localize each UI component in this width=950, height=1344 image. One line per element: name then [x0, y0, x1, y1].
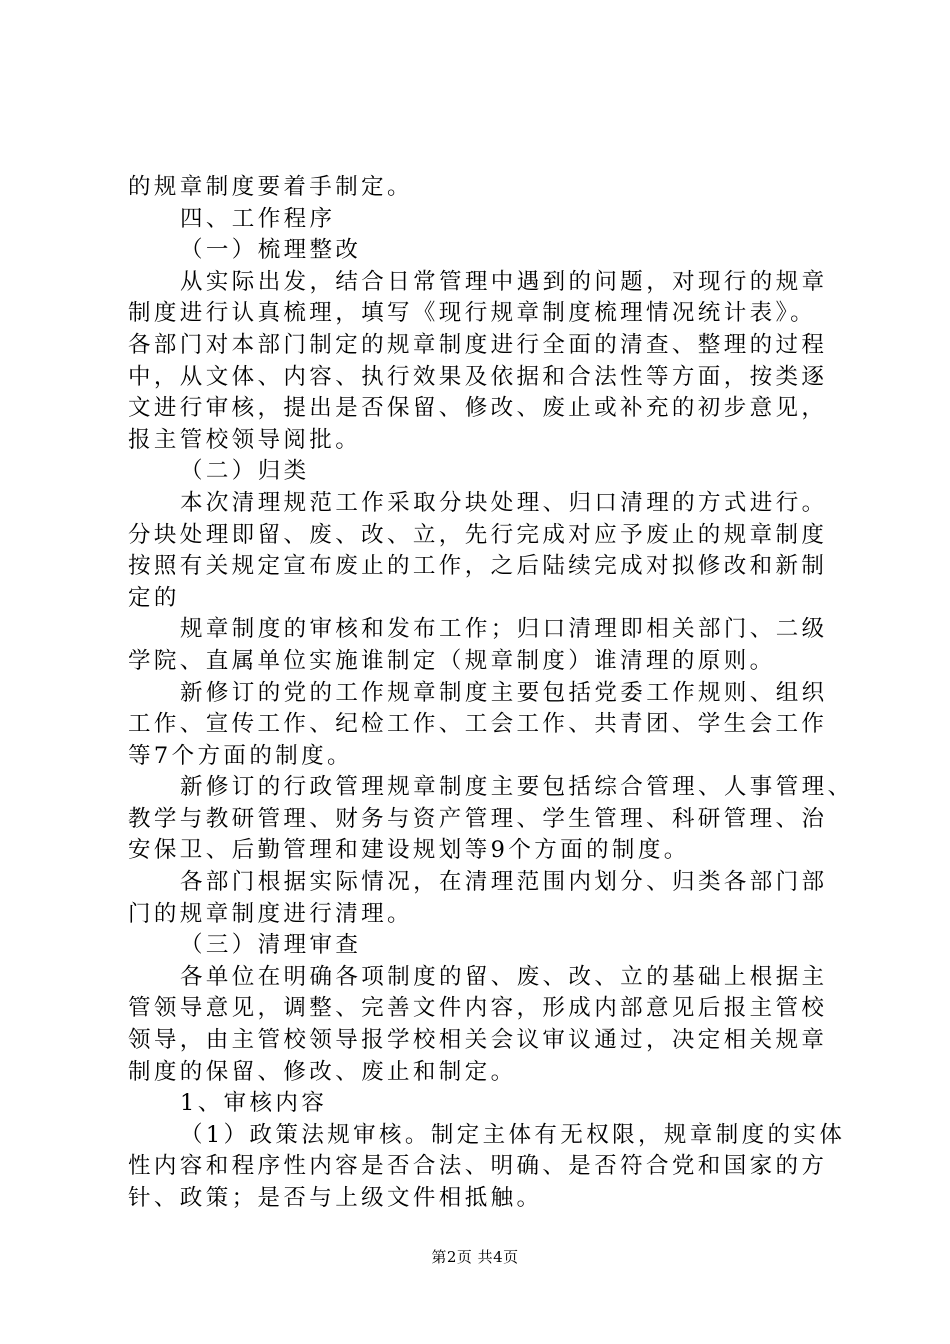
text-line: 从实际出发，结合日常管理中遇到的问题，对现行的规章 [180, 268, 828, 295]
text-line: 教学与教研管理、财务与资产管理、学生管理、科研管理、治 [128, 805, 828, 832]
section-heading: 四、工作程序 [180, 205, 336, 232]
text-line: 定的 [128, 584, 180, 611]
text-line: 的规章制度要着手制定。 [128, 174, 413, 200]
text-line: 中，从文体、内容、执行效果及依据和合法性等方面，按类逐 [128, 363, 828, 390]
text-line: 性内容和程序性内容是否合法、明确、是否符合党和国家的方 [128, 1153, 828, 1180]
text-line: 分块处理即留、废、改、立，先行完成对应予废止的规章制度 [128, 521, 828, 548]
text-line: 制度进行认真梳理，填写《现行规章制度梳理情况统计表》。 [128, 300, 817, 327]
document-body [128, 172, 854, 1215]
text-line: 各部门根据实际情况，在清理范围内划分、归类各部门部 [180, 869, 828, 896]
text-line: 等7个方面的制度。 [128, 742, 353, 769]
text-line: 新修订的行政管理规章制度主要包括综合管理、人事管理、 [180, 774, 854, 801]
text-line: 新修订的党的工作规章制度主要包括党委工作规则、组织 [180, 679, 828, 706]
text-line: 制度的保留、修改、废止和制定。 [128, 1058, 517, 1085]
page-number-footer: 第2页 共4页 [431, 1248, 519, 1266]
text-line: 文进行审核，提出是否保留、修改、废止或补充的初步意见， [128, 395, 828, 422]
text-line: 报主管校领导阅批。 [128, 426, 362, 453]
text-line: 安保卫、后勤管理和建设规划等9个方面的制度。 [128, 837, 690, 864]
subsection-heading: （一）梳理整改 [180, 237, 362, 264]
text-line: 本次清理规范工作采取分块处理、归口清理的方式进行。 [180, 489, 828, 516]
text-line: 管领导意见，调整、完善文件内容，形成内部意见后报主管校 [128, 995, 828, 1022]
text-line: 各单位在明确各项制度的留、废、改、立的基础上根据主 [180, 963, 828, 990]
text-line: 规章制度的审核和发布工作；归口清理即相关部门、二级 [180, 616, 828, 643]
text-line: 学院、直属单位实施谁制定（规章制度）谁清理的原则。 [128, 647, 776, 674]
text-line: 针、政策；是否与上级文件相抵触。 [128, 1185, 543, 1211]
subsection-heading: （二）归类 [180, 458, 310, 485]
item-heading: 1、审核内容 [180, 1090, 328, 1117]
text-line: 门的规章制度进行清理。 [128, 900, 413, 927]
text-line: 各部门对本部门制定的规章制度进行全面的清查、整理的过程 [128, 331, 828, 358]
subsection-heading: （三）清理审查 [180, 932, 362, 959]
text-line: 领导，由主管校领导报学校相关会议审议通过，决定相关规章 [128, 1027, 828, 1054]
text-line: 工作、宣传工作、纪检工作、工会工作、共青团、学生会工作 [128, 711, 828, 738]
text-line: 按照有关规定宣布废止的工作，之后陆续完成对拟修改和新制 [128, 553, 828, 580]
text-line: （1）政策法规审核。制定主体有无权限，规章制度的实体 [180, 1121, 846, 1148]
